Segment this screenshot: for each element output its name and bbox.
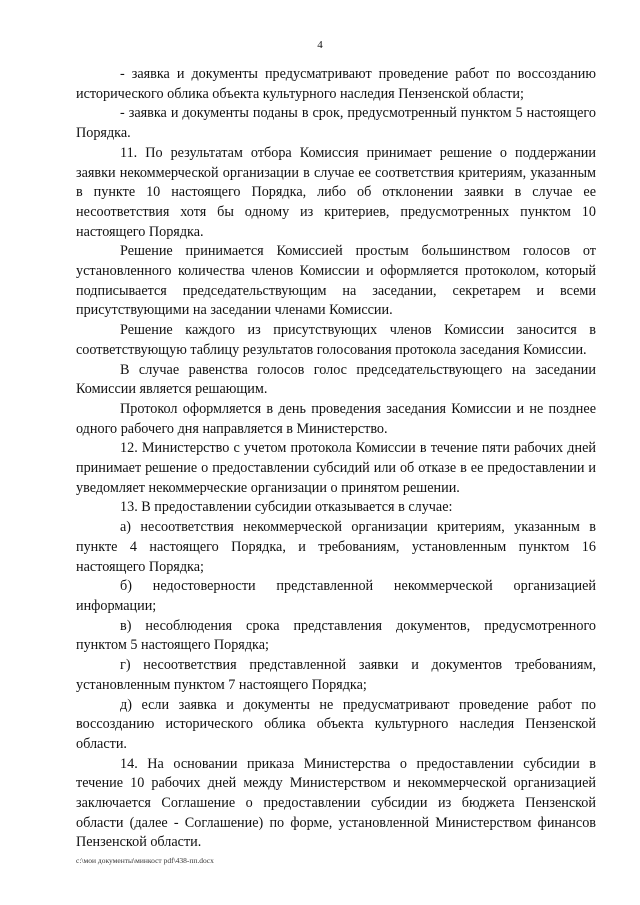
paragraph: 13. В предоставлении субсидии отказывается в случае: bbox=[120, 499, 453, 516]
paragraph: Решение принимается Комиссией простым большинством голосов от установленного количества членов Комиссии и оформляется протоколом, который подписывается председательствующим на заседании, секретарем и всеми присутствующими на заседании членами Комиссии. bbox=[76, 243, 596, 319]
paragraph: в) несоблюдения срока представления документов, предусмотренного пунктом 5 настоящего Порядка; bbox=[76, 617, 596, 654]
paragraph: - заявка и документы поданы в срок, предусмотренный пунктом 5 настоящего Порядка. bbox=[76, 105, 596, 142]
paragraph: В случае равенства голосов голос председательствующего на заседании Комиссии является решающим. bbox=[76, 361, 596, 398]
paragraph: Протокол оформляется в день проведения заседания Комиссии и не позднее одного рабочего дня направляется в Министерство. bbox=[76, 400, 596, 437]
paragraph: 11. По результатам отбора Комиссия принимает решение о поддержании заявки некоммерческой организации в случае ее соответствия критериям, указанным в пункте 10 настоящего Порядка, либо об отклонении заявки в случае ее несоответствия хотя бы одному из критериев, предусмотренных пунктом 10 настоящего Порядка. bbox=[76, 144, 596, 240]
paragraph: 14. На основании приказа Министерства о предоставлении субсидии в течение 10 рабочих дней между Министерством и некоммерческой организацией заключается Соглашение о предоставлении субсидии из бюджета Пензенской области (далее - Соглашение) по форме, установленной Министерством финансов Пензенской области. bbox=[76, 755, 596, 851]
paragraph: - заявка и документы предусматривают проведение работ по воссозданию исторического облика объекта культурного наследия Пензенской области; bbox=[76, 66, 596, 102]
paragraph: а) несоответствия некоммерческой организации критериям, указанным в пункте 4 настоящего Порядка, и требованиям, установленным пунктом 16 настоящего Порядка; bbox=[76, 519, 596, 575]
paragraph: Решение каждого из присутствующих членов Комиссии заносится в соответствующую таблицу результатов голосования протокола заседания Комиссии. bbox=[76, 322, 596, 358]
footer-file-path: c:\мои документы\минкост pdf\438-пп.docx bbox=[76, 856, 214, 865]
paragraph: г) несоответствия представленной заявки и документов требованиям, установленным пунктом 7 настоящего Порядка; bbox=[76, 657, 596, 693]
paragraph: б) недостоверности представленной некоммерческой организацией информации; bbox=[76, 578, 596, 614]
paragraph: д) если заявка и документы не предусматривают проведение работ по воссозданию исторического облика объекта культурного наследия Пензенской области. bbox=[76, 696, 596, 752]
paragraph: 12. Министерство с учетом протокола Комиссии в течение пяти рабочих дней принимает решение о предоставлении субсидий или об отказе в ее предоставлении и уведомляет некоммерческие организации о принятом решении. bbox=[76, 440, 596, 496]
page-number: 4 bbox=[317, 39, 323, 51]
document-body bbox=[76, 65, 596, 853]
